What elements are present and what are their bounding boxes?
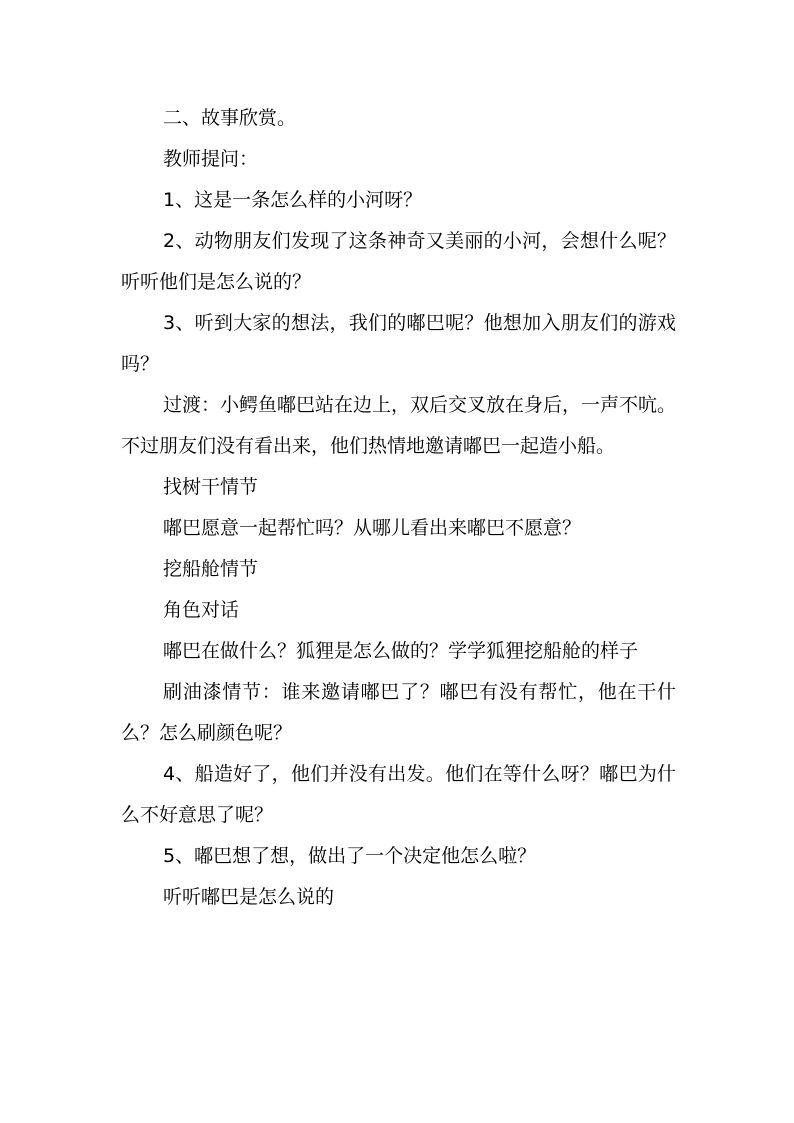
listen-line: 听听嘟巴是怎么说的: [163, 886, 335, 908]
question-2: 2、动物朋友们发现了这条神奇又美丽的小河，会想什么呢？听听他们是怎么说的？: [121, 230, 676, 293]
role-dialogue: 角色对话: [163, 599, 240, 621]
plot-paint: 刷油漆情节：谁来邀请嘟巴了？嘟巴有没有帮忙，他在干什么？怎么刷颜色呢？: [121, 681, 676, 744]
document-body: [121, 98, 676, 918]
section-heading: 二、故事欣赏。: [163, 107, 297, 129]
question-3: 3、听到大家的想法，我们的嘟巴呢？他想加入朋友们的游戏吗？: [121, 312, 676, 375]
question-willing: 嘟巴愿意一起帮忙吗？从哪儿看出来嘟巴不愿意？: [163, 517, 582, 539]
teacher-questions-label: 教师提问：: [163, 148, 259, 170]
plot-dig-cabin: 挖船舱情节: [163, 558, 259, 580]
question-5: 5、嘟巴想了想，做出了一个决定他怎么啦？: [163, 845, 537, 867]
question-4: 4、船造好了，他们并没有出发。他们在等什么呀？嘟巴为什么不好意思了呢？: [121, 763, 676, 826]
transition-paragraph: 过渡：小鳄鱼嘟巴站在边上，双后交叉放在身后，一声不吭。不过朋友们没有看出来，他们热情地邀请嘟巴一起造小船。: [121, 394, 677, 457]
question-1: 1、这是一条怎么样的小河呀？: [163, 189, 423, 211]
plot-find-trunk: 找树干情节: [163, 476, 259, 498]
question-fox: 嘟巴在做什么？狐狸是怎么做的？学学狐狸挖船舱的样子: [163, 640, 639, 662]
